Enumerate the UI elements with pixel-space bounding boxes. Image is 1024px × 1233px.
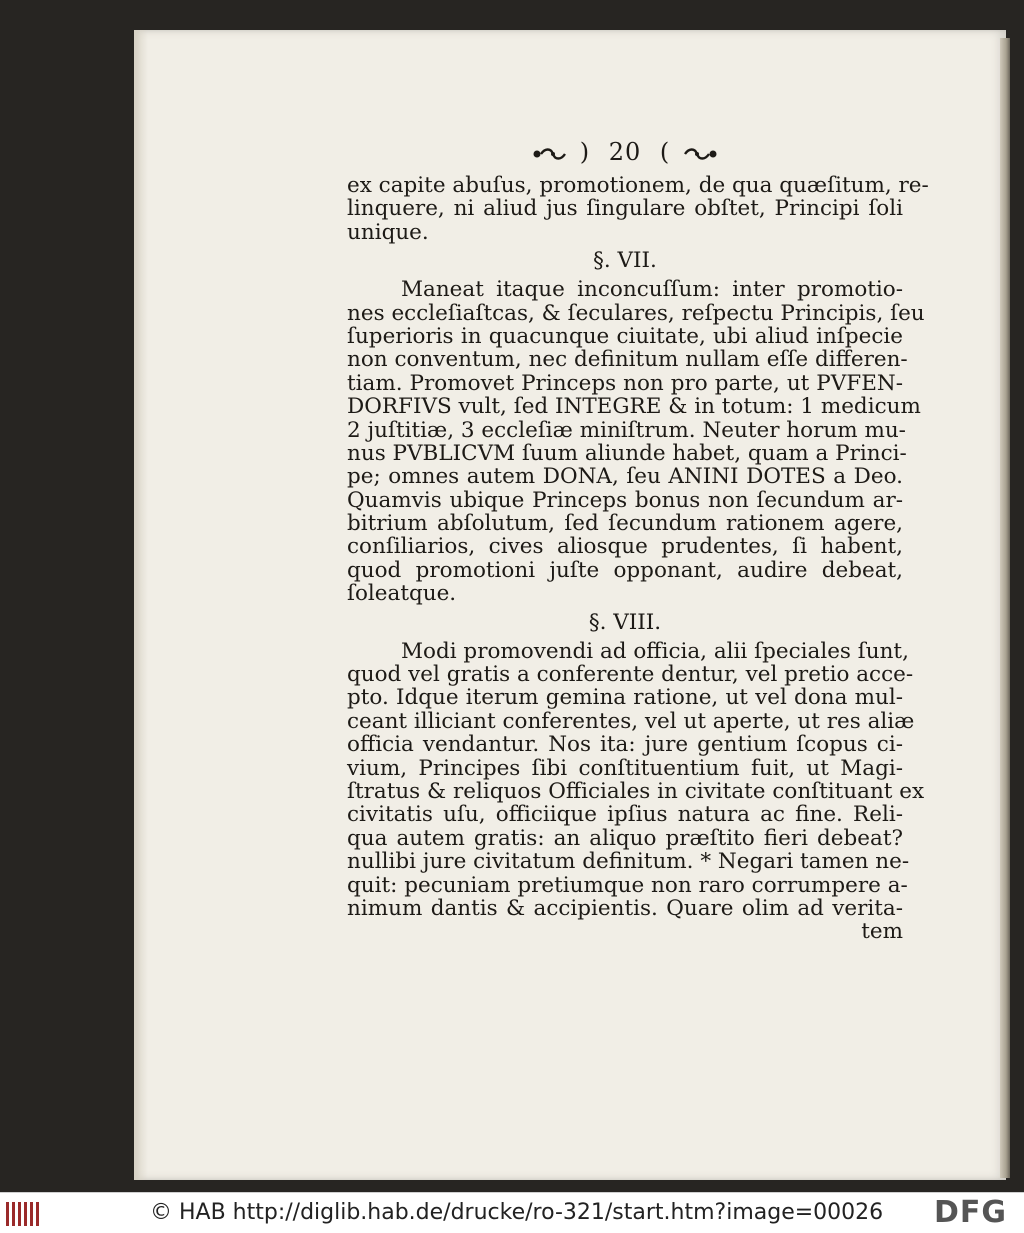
text-line: DORFIVS vult, ſed INTEGRE & in totum: 1 medicum bbox=[347, 394, 921, 420]
text-line: civitatis uſu, officiique ipſius natura ac fine. Reli- bbox=[347, 802, 903, 828]
text-line: officia vendantur. Nos ita: jure gentium ſcopus ci- bbox=[347, 732, 903, 758]
text-line: 2 juſtitiæ, 3 eccleſiæ miniſtrum. Neuter horum mu- bbox=[347, 417, 906, 443]
text-line: nus PVBLICVM ſuum aliunde habet, quam a Princi- bbox=[347, 440, 907, 466]
catchword: tem bbox=[861, 919, 903, 945]
library-logo-icon bbox=[6, 1202, 44, 1226]
text-line: ceant illiciant conferentes, vel ut aperte, ut res aliæ bbox=[347, 708, 915, 734]
text-line: ſtratus & reliquos Officiales in civitate conſtituant ex bbox=[347, 778, 925, 804]
section-heading-viii: §. VIII. bbox=[588, 609, 662, 635]
text-line: qua autem gratis: an aliquo præſtito fieri debeat? bbox=[347, 825, 903, 851]
text-line: quit: pecuniam pretiumque non raro corrumpere a- bbox=[347, 872, 908, 898]
text-line: Maneat itaque inconcuſſum: inter promotio- bbox=[401, 277, 903, 303]
running-head bbox=[347, 136, 903, 174]
dfg-logo: DFG bbox=[934, 1195, 1008, 1230]
text-line: nes eccleſiaſtcas, & ſeculares, reſpectu Principis, ſeu bbox=[347, 300, 925, 326]
left-ornament-icon bbox=[531, 146, 571, 162]
text-line: ſuperioris in quacunque ciuitate, ubi aliud inſpecie bbox=[347, 323, 903, 349]
text-line: unique. bbox=[347, 219, 429, 245]
page-gutter-shadow bbox=[134, 30, 148, 1180]
section-heading-vii: §. VII. bbox=[593, 248, 657, 274]
text-line: Quamvis ubique Princeps bonus non ſecundum ar- bbox=[347, 487, 903, 513]
running-head-right-bracket: ( bbox=[659, 138, 671, 166]
text-line: ex capite abuſus, promotionem, de qua quæſitum, re- bbox=[347, 173, 929, 198]
text-line: linquere, ni aliud jus ſingulare obſtet, Principi ſoli bbox=[347, 196, 903, 222]
text-line: quod promotioni juſte opponant, audire debeat, bbox=[347, 557, 903, 583]
right-ornament-icon bbox=[679, 146, 719, 162]
running-head-left-bracket: ) bbox=[579, 138, 591, 166]
text-line: quod vel gratis a conferente dentur, vel pretio acce- bbox=[347, 662, 914, 688]
page-number: 20 bbox=[608, 138, 642, 166]
text-line: pe; omnes autem DONA, ſeu ANINI DOTES a Deo. bbox=[347, 464, 903, 490]
text-line: conſiliarios, cives aliosque prudentes, ſi habent, bbox=[347, 534, 903, 560]
text-line: nullibi jure civitatum definitum. * Negari tamen ne- bbox=[347, 849, 910, 875]
source-link[interactable]: © HAB http://diglib.hab.de/drucke/ro-321/start.htm?image=00026 bbox=[150, 1200, 884, 1225]
text-line: pto. Idque iterum gemina ratione, ut vel dona mul- bbox=[347, 685, 903, 711]
text-line: bitrium abſolutum, ſed ſecundum rationem agere, bbox=[347, 511, 903, 537]
text-line: nimum dantis & accipientis. Quare olim ad verita- bbox=[347, 895, 903, 921]
page-edge bbox=[1000, 38, 1010, 1178]
viewer-footer bbox=[0, 1192, 1024, 1233]
page-text-block bbox=[347, 136, 929, 945]
text-line: tiam. Promovet Princeps non pro parte, ut PVFEN- bbox=[347, 370, 903, 396]
text-line: ſoleatque. bbox=[347, 581, 457, 607]
text-line: vium, Principes ſibi conſtituentium fuit, ut Magi- bbox=[347, 755, 903, 781]
text-line: Modi promovendi ad officia, alii ſpeciales ſunt, bbox=[401, 638, 909, 664]
text-line: non conventum, nec definitum nullam eſſe differen- bbox=[347, 347, 908, 373]
